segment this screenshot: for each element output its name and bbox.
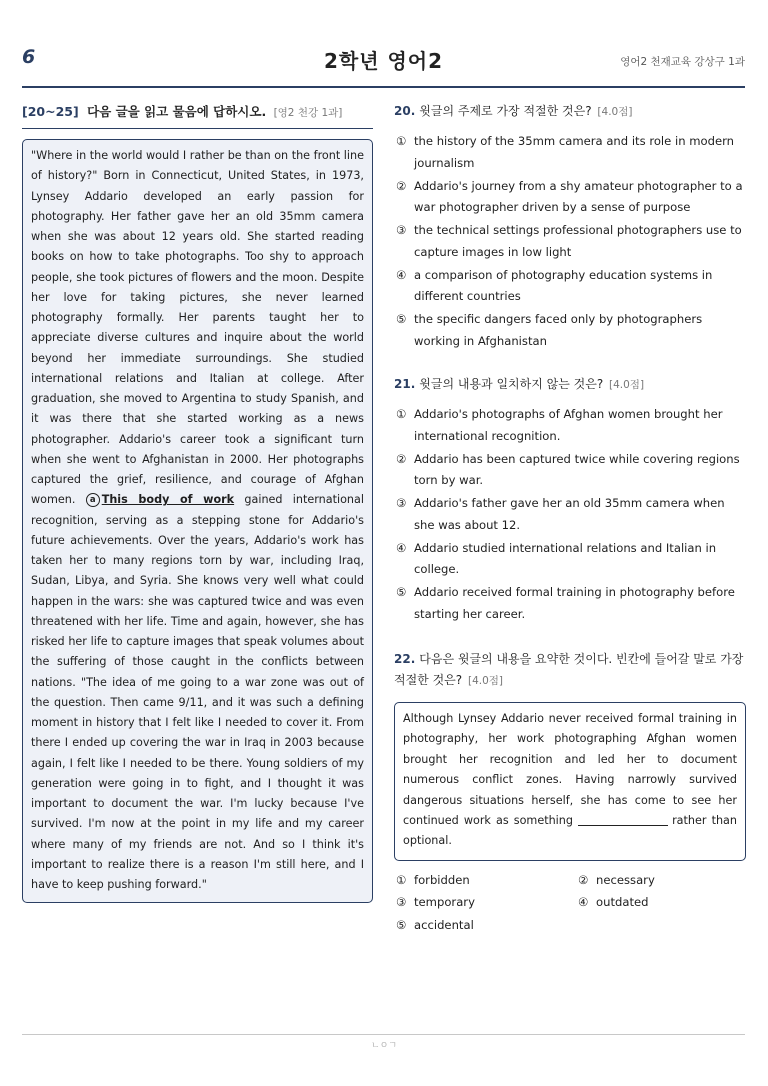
option-text: the technical settings professional photographers use to capture images in low light [414, 223, 742, 259]
question-22-text: 다음은 윗글의 내용을 요약한 것이다. 빈칸에 들어갈 말로 가장 적절한 것은? [394, 652, 744, 687]
q20-option-2[interactable] [394, 176, 746, 219]
question-21-options [394, 404, 746, 625]
option-number: ⑤ [396, 585, 407, 599]
option-text: Addario's photographs of Afghan women brought her international recognition. [414, 407, 723, 443]
summary-text-before: Although Lynsey Addario never received formal training in photography, her work photographing Afghan women brought her recognition and led her to document numerous conflict zones. Having narrowly survived dangerous situations herself, she has come to see her continued work as something [403, 712, 737, 828]
option-number: ③ [396, 496, 407, 510]
option-number: ② [396, 178, 407, 193]
footer-mark: ㄴㅇㄱ [370, 1041, 398, 1051]
left-column [22, 102, 373, 903]
q21-option-5[interactable] [394, 582, 746, 625]
q22-option-2[interactable] [576, 870, 746, 892]
question-21 [394, 374, 746, 627]
option-number: ④ [396, 540, 407, 555]
question-21-number: 21. [394, 377, 416, 391]
option-text: Addario received formal training in photography before starting her career. [414, 585, 735, 621]
question-20-text: 윗글의 주제로 가장 적절한 것은? [419, 104, 592, 118]
option-number: ② [396, 451, 407, 466]
summary-box [394, 702, 746, 861]
underlined-phrase: This body of work [101, 493, 235, 507]
option-text: a comparison of photography education systems in different countries [414, 267, 713, 303]
option-number: ① [396, 872, 407, 887]
answer-blank [578, 813, 668, 826]
question-22-title [394, 649, 746, 692]
section-heading [22, 102, 373, 129]
option-number: ⑤ [396, 917, 407, 932]
question-20-number: 20. [394, 104, 416, 118]
question-20 [394, 101, 746, 354]
question-22 [394, 649, 746, 936]
q21-option-1[interactable] [394, 404, 746, 447]
question-21-points: [4.0점] [609, 379, 645, 391]
option-number: ③ [396, 223, 407, 237]
q22-option-1[interactable] [394, 870, 576, 892]
passage-part-2: gained international recognition, serving as a stepping stone for Addario's future achievements. Over the years, Addario's work has taken her to many regions torn by war, including Iraq, Sudan, Libya, and Syria. She knows very well what could happen in the wars: she was captured twice and was even threatened with her life. Time and again, however, she has risked her life to capture images that speak volumes about the suffering of those caught in the conflicts between nations. "The idea of me going to a war zone was out of the question. Then came 9/11, and it was such a defining moment in history that I felt like I needed to cover it. From there I ended up covering the war in Iraq in 2003 because again, I felt like I needed to be there. Young soldiers of my generation were going in to fight, and I thought it was important to document the war. I'm lucky because I've survived. I'm now at the point in my life and my career where many of my friends are not. And so I think it's important to realize there is a reason I'm still here, and I have to keep pushing forward." [31, 493, 364, 891]
question-22-options [394, 870, 746, 937]
option-number: ② [578, 872, 589, 887]
question-20-title [394, 101, 746, 123]
question-20-points: [4.0점] [597, 106, 633, 118]
option-text: outdated [596, 895, 649, 910]
question-20-options [394, 131, 746, 352]
question-range: [20~25] [22, 104, 79, 119]
option-text: accidental [414, 917, 474, 932]
section-source: [영2 천강 1과] [273, 107, 343, 119]
exam-subtitle: 영어2 천재교육 강상구 1과 [620, 56, 745, 68]
circled-a-marker: a [86, 493, 100, 507]
option-number: ① [396, 134, 407, 148]
option-text: Addario has been captured twice while covering regions torn by war. [414, 451, 740, 487]
q22-option-3[interactable] [394, 892, 576, 914]
q21-option-4[interactable] [394, 538, 746, 581]
exam-title: 2학년 영어2 [323, 49, 444, 73]
q21-option-2[interactable] [394, 449, 746, 492]
option-number: ③ [396, 895, 407, 910]
option-text: the specific dangers faced only by photographers working in Afghanistan [414, 312, 703, 348]
page-number: 6 [22, 46, 36, 68]
q20-option-4[interactable] [394, 265, 746, 308]
option-text: Addario's father gave her an old 35mm camera when she was about 12. [414, 496, 725, 532]
q20-option-5[interactable] [394, 309, 746, 352]
option-text: temporary [414, 895, 475, 910]
q20-option-3[interactable] [394, 220, 746, 263]
option-text: Addario studied international relations and Italian in college. [414, 540, 717, 576]
q20-option-1[interactable] [394, 131, 746, 174]
q21-option-3[interactable] [394, 493, 746, 536]
section-instruction: 다음 글을 읽고 물음에 답하시오. [87, 104, 267, 119]
option-number: ④ [578, 895, 589, 910]
option-text: Addario's journey from a shy amateur photographer to a war photographer driven by a sense of purpose [414, 178, 743, 214]
page-header [22, 40, 745, 88]
option-text: the history of the 35mm camera and its role in modern journalism [414, 134, 735, 170]
question-22-number: 22. [394, 652, 416, 666]
option-text: necessary [596, 872, 655, 887]
option-number: ④ [396, 267, 407, 282]
q22-option-5[interactable] [394, 915, 576, 937]
question-21-text: 윗글의 내용과 일치하지 않는 것은? [419, 377, 604, 391]
option-number: ⑤ [396, 312, 407, 326]
q22-option-4[interactable] [576, 892, 746, 914]
footer-divider [22, 1034, 745, 1035]
passage-part-1: "Where in the world would I rather be than on the front line of history?" Born in Connecticut, United States, in 1973, Lynsey Addario developed an early passion for photography. Her father gave her an old 35mm camera when she was about 12 years old. She started reading books on how to take photographs. Too shy to approach people, she took pictures of flowers and the moon. Despite her love for taking pictures, she never learned photography formally. Her parents taught her to appreciate diverse cultures and inquire about the world beyond her immediate surroundings. She studied international relations and Italian at college. After graduation, she moved to Argentina to study Spanish, and it was there that she started working as a news photographer. Addario's career took a significant turn when she went to Afghanistan in 2000. Her photographs captured the grief, resilience, and courage of Afghan women. [31, 149, 364, 507]
option-number: ① [396, 407, 407, 421]
option-text: forbidden [414, 872, 470, 887]
summary-text-after: rather than optional. [403, 814, 737, 848]
reading-passage [22, 139, 373, 903]
question-22-points: [4.0점] [467, 675, 504, 687]
question-21-title [394, 374, 746, 396]
